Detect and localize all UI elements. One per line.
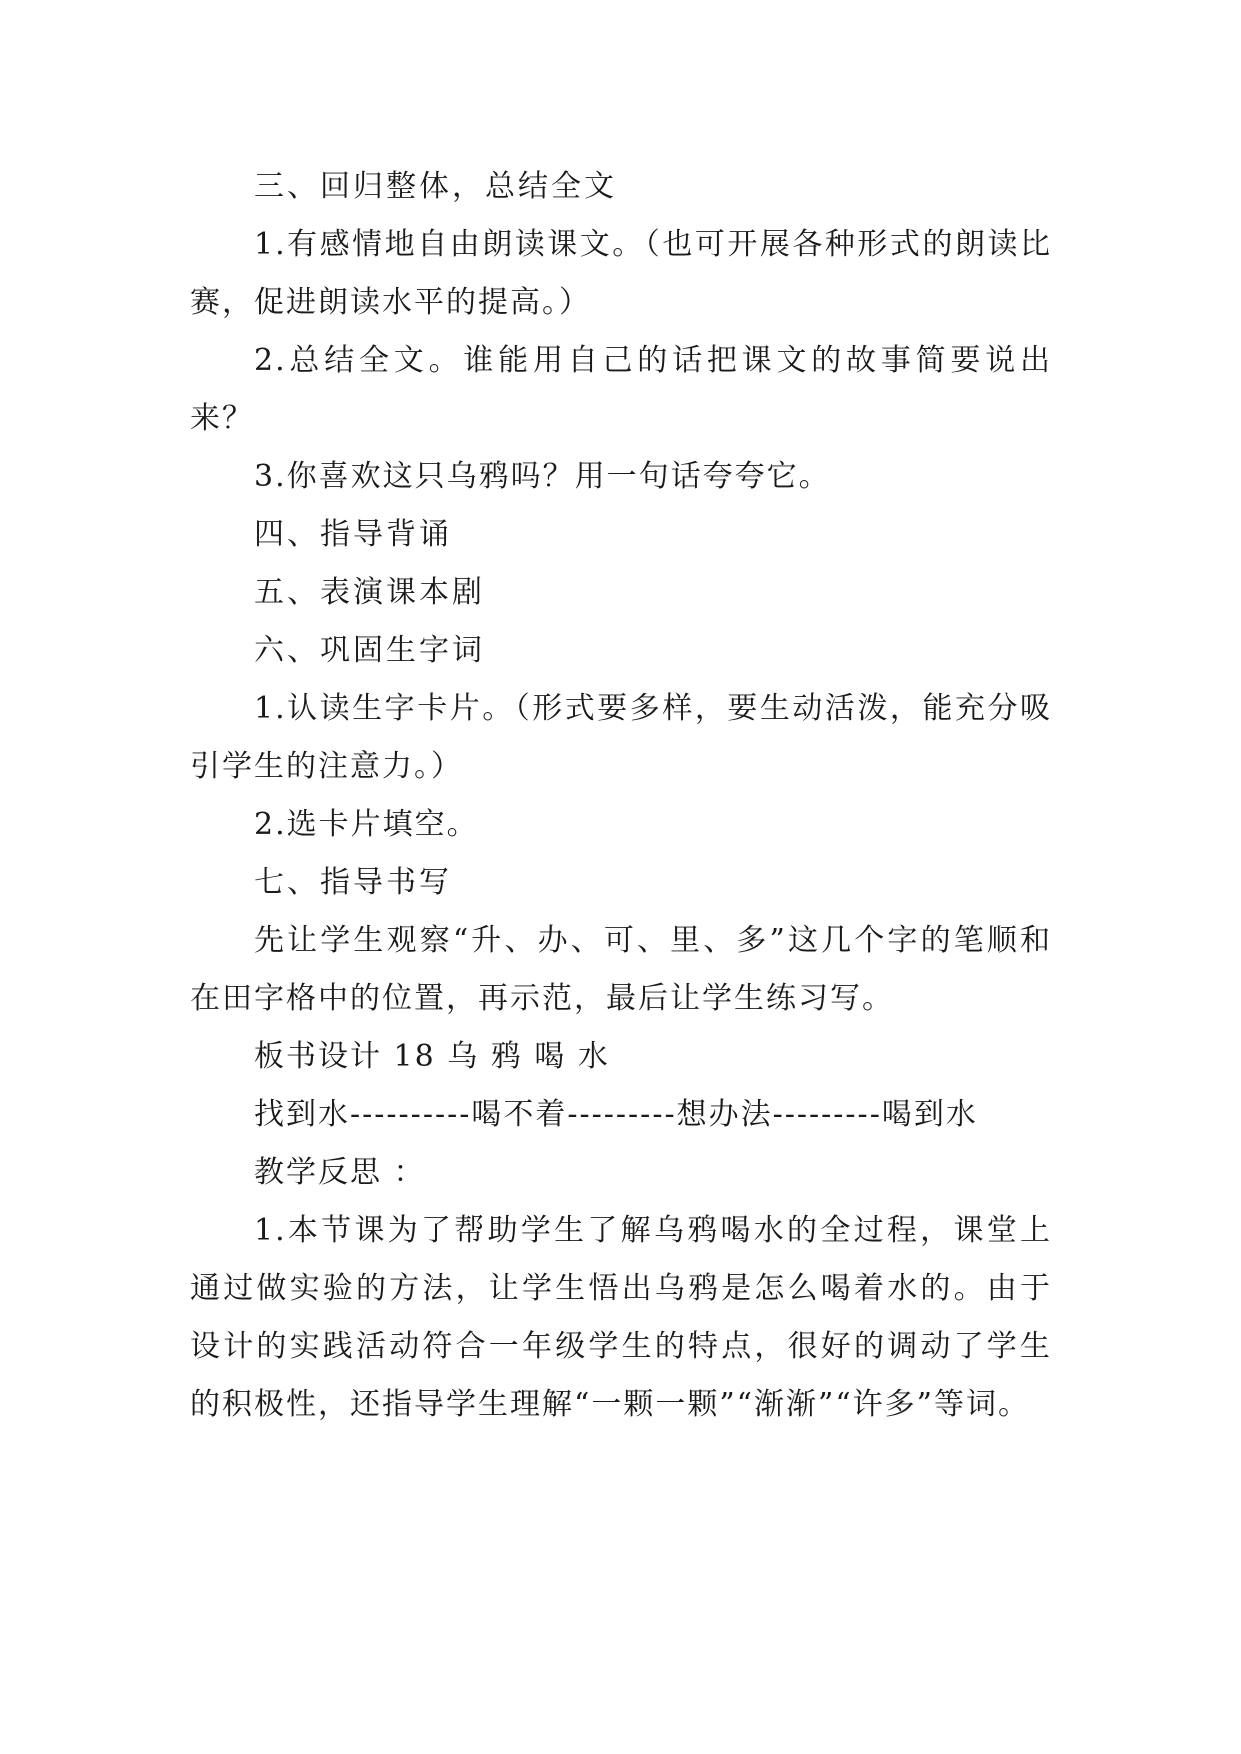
paragraph-praise-crow: 3.你喜欢这只乌鸦吗？用一句话夸夸它。 xyxy=(254,459,831,494)
section-heading-review: 三、回归整体，总结全文 xyxy=(254,169,617,204)
paragraph-word-cards: 1.认读生字卡片。（形式要多样，要生动活泼，能充分吸引学生的注意力。） xyxy=(190,691,1052,784)
section-heading-writing: 七、指导书写 xyxy=(254,865,452,900)
document-body xyxy=(190,158,1052,1434)
paragraph-blackboard-design: 板书设计 18 乌 鸦 喝 水 xyxy=(254,1039,610,1074)
section-heading-recite: 四、指导背诵 xyxy=(254,517,452,552)
paragraph-reflection-title: 教学反思 ： xyxy=(254,1155,426,1190)
section-heading-perform: 五、表演课本剧 xyxy=(254,575,485,610)
paragraph-read-aloud: 1.有感情地自由朗读课文。（也可开展各种形式的朗读比赛，促进朗读水平的提高。） xyxy=(190,227,1052,320)
paragraph-stroke-order: 先让学生观察“升、办、可、里、多”这几个字的笔顺和在田字格中的位置，再示范，最后让学生练习写。 xyxy=(190,923,1052,1016)
paragraph-fill-blank: 2.选卡片填空。 xyxy=(254,807,479,842)
paragraph-reflection-body: 1.本节课为了帮助学生了解乌鸦喝水的全过程，课堂上通过做实验的方法，让学生悟出乌鸦是怎么喝着水的。由于设计的实践活动符合一年级学生的特点，很好的调动了学生的积极性，还指导学生理解“一颗一颗”“渐渐”“许多”等词。 xyxy=(190,1213,1052,1422)
paragraph-summarize: 2.总结全文。谁能用自己的话把课文的故事简要说出来？ xyxy=(190,343,1052,436)
paragraph-story-flow: 找到水----------喝不着---------想办法---------喝到水 xyxy=(254,1097,978,1132)
section-heading-consolidate: 六、巩固生字词 xyxy=(254,633,485,668)
